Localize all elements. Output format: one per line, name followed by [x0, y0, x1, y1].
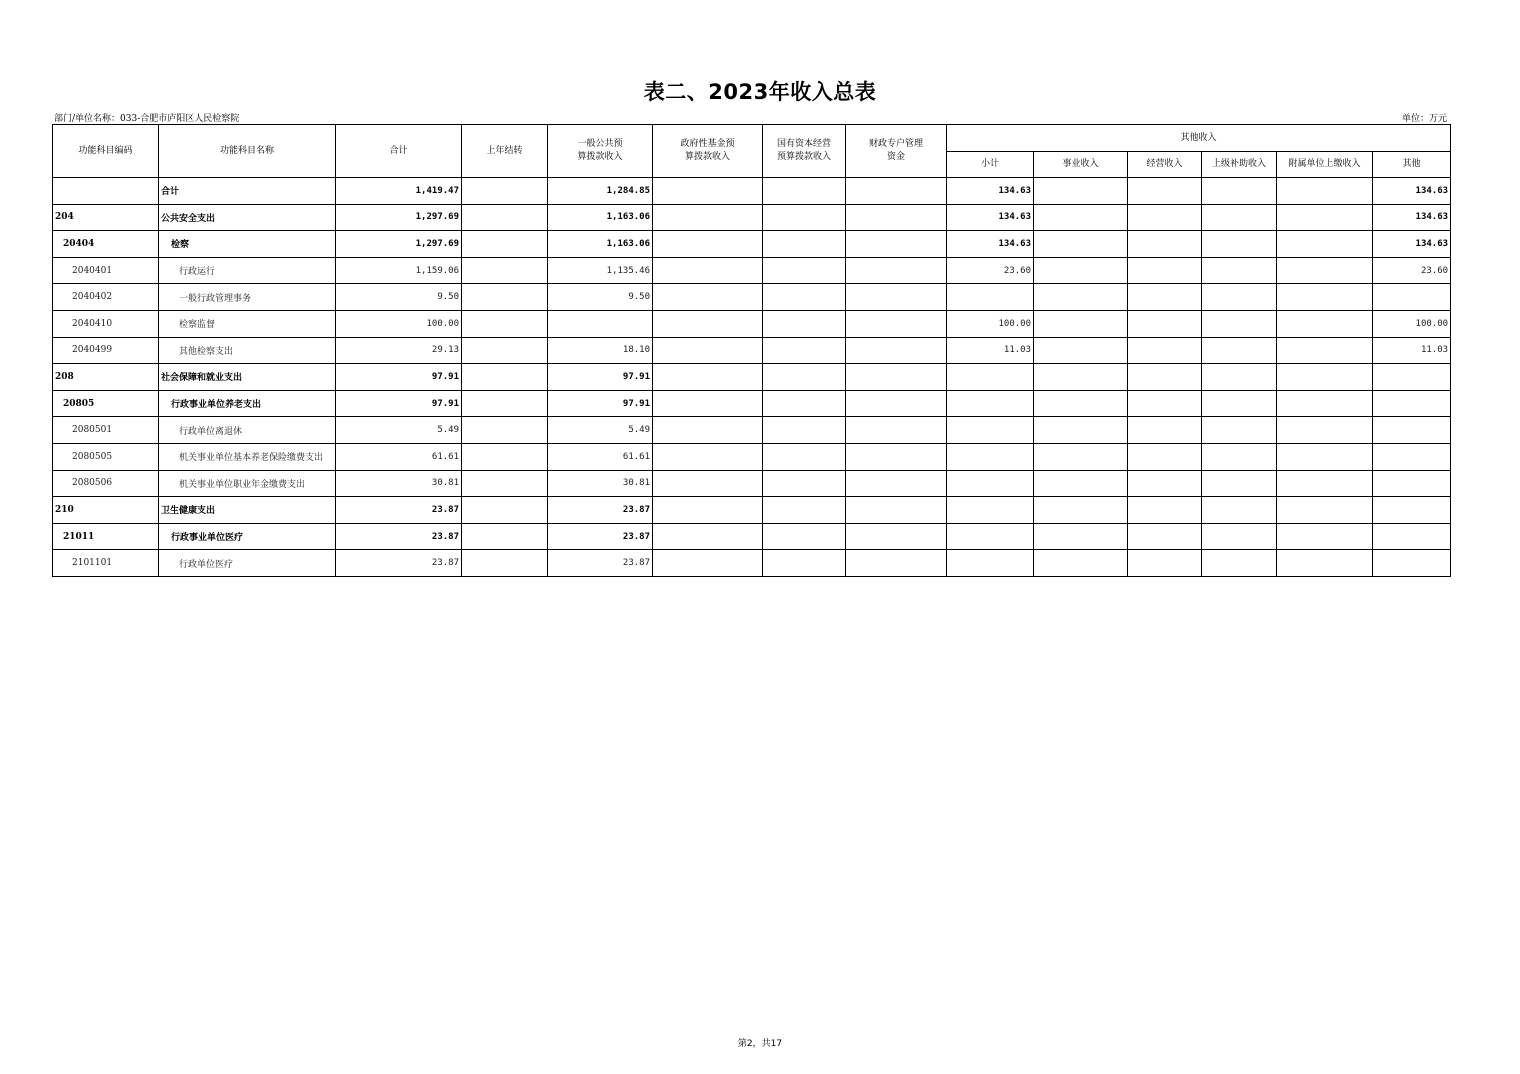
cell-business	[1034, 337, 1128, 364]
cell-operation	[1128, 310, 1202, 337]
cell-subsidy	[1202, 257, 1277, 284]
cell-operation	[1128, 257, 1202, 284]
header-general-budget: 一般公共预 算拨款收入	[548, 125, 653, 178]
cell-fiscal-special	[846, 337, 947, 364]
cell-state-capital	[763, 284, 846, 311]
cell-affiliate	[1277, 417, 1373, 444]
cell-subtotal	[947, 523, 1034, 550]
cell-general-budget: 1,284.85	[548, 178, 653, 205]
header-state-capital: 国有资本经营 预算拨款收入	[763, 125, 846, 178]
cell-operation	[1128, 178, 1202, 205]
cell-fiscal-special	[846, 310, 947, 337]
cell-state-capital	[763, 364, 846, 391]
cell-name: 行政单位离退休	[159, 417, 336, 444]
cell-subtotal	[947, 550, 1034, 577]
cell-subsidy	[1202, 523, 1277, 550]
table-row	[53, 310, 1451, 337]
cell-affiliate	[1277, 550, 1373, 577]
cell-name: 检察监督	[159, 310, 336, 337]
cell-gov-fund	[653, 417, 763, 444]
table-row	[53, 390, 1451, 417]
cell-other	[1373, 364, 1451, 391]
income-summary-table	[52, 124, 1451, 577]
cell-affiliate	[1277, 470, 1373, 497]
cell-state-capital	[763, 470, 846, 497]
cell-business	[1034, 284, 1128, 311]
cell-affiliate	[1277, 364, 1373, 391]
department-label: 部门/单位名称：033-合肥市庐阳区人民检察院	[54, 114, 240, 124]
cell-code: 20805	[53, 390, 159, 417]
cell-fiscal-special	[846, 443, 947, 470]
cell-general-budget: 23.87	[548, 550, 653, 577]
cell-affiliate	[1277, 443, 1373, 470]
cell-operation	[1128, 337, 1202, 364]
table-row	[53, 470, 1451, 497]
cell-general-budget	[548, 310, 653, 337]
cell-carryover	[462, 550, 548, 577]
cell-operation	[1128, 204, 1202, 231]
cell-state-capital	[763, 337, 846, 364]
cell-general-budget: 1,163.06	[548, 231, 653, 258]
cell-general-budget: 1,135.46	[548, 257, 653, 284]
cell-name: 行政单位医疗	[159, 550, 336, 577]
cell-state-capital	[763, 231, 846, 258]
cell-subtotal: 134.63	[947, 231, 1034, 258]
cell-subsidy	[1202, 497, 1277, 524]
cell-carryover	[462, 204, 548, 231]
cell-code	[53, 178, 159, 205]
cell-name: 检察	[159, 231, 336, 258]
header-name: 功能科目名称	[159, 125, 336, 178]
cell-carryover	[462, 310, 548, 337]
cell-name: 行政事业单位医疗	[159, 523, 336, 550]
cell-code: 2101101	[53, 550, 159, 577]
cell-state-capital	[763, 257, 846, 284]
cell-state-capital	[763, 550, 846, 577]
cell-affiliate	[1277, 497, 1373, 524]
cell-operation	[1128, 231, 1202, 258]
cell-name: 公共安全支出	[159, 204, 336, 231]
cell-business	[1034, 550, 1128, 577]
cell-carryover	[462, 257, 548, 284]
cell-affiliate	[1277, 284, 1373, 311]
cell-state-capital	[763, 443, 846, 470]
cell-general-budget: 97.91	[548, 390, 653, 417]
cell-carryover	[462, 284, 548, 311]
cell-business	[1034, 443, 1128, 470]
cell-name: 行政事业单位养老支出	[159, 390, 336, 417]
cell-subsidy	[1202, 470, 1277, 497]
cell-gov-fund	[653, 231, 763, 258]
cell-code: 2040499	[53, 337, 159, 364]
header-sub-affiliate: 附属单位上缴收入	[1277, 152, 1373, 178]
cell-business	[1034, 497, 1128, 524]
cell-business	[1034, 470, 1128, 497]
cell-subsidy	[1202, 310, 1277, 337]
table-row	[53, 284, 1451, 311]
cell-other	[1373, 417, 1451, 444]
cell-name: 行政运行	[159, 257, 336, 284]
cell-total: 29.13	[336, 337, 462, 364]
header-sub-subtotal: 小计	[947, 152, 1034, 178]
cell-carryover	[462, 178, 548, 205]
page-title: 表二、2023年收入总表	[643, 80, 877, 104]
cell-other	[1373, 470, 1451, 497]
cell-business	[1034, 390, 1128, 417]
cell-code: 2040402	[53, 284, 159, 311]
cell-operation	[1128, 390, 1202, 417]
header-row-main	[53, 125, 1451, 152]
header-sub-operation: 经营收入	[1128, 152, 1202, 178]
cell-affiliate	[1277, 257, 1373, 284]
cell-gov-fund	[653, 390, 763, 417]
cell-gov-fund	[653, 257, 763, 284]
cell-other	[1373, 443, 1451, 470]
cell-name: 机关事业单位职业年金缴费支出	[159, 470, 336, 497]
cell-fiscal-special	[846, 390, 947, 417]
cell-subsidy	[1202, 204, 1277, 231]
header-total: 合计	[336, 125, 462, 178]
cell-carryover	[462, 417, 548, 444]
cell-general-budget: 5.49	[548, 417, 653, 444]
cell-subtotal	[947, 417, 1034, 444]
table-row	[53, 231, 1451, 258]
header-carryover: 上年结转	[462, 125, 548, 178]
cell-other	[1373, 284, 1451, 311]
cell-total: 5.49	[336, 417, 462, 444]
cell-total: 97.91	[336, 390, 462, 417]
cell-other: 134.63	[1373, 231, 1451, 258]
cell-subtotal: 23.60	[947, 257, 1034, 284]
table-row	[53, 550, 1451, 577]
cell-subsidy	[1202, 390, 1277, 417]
cell-fiscal-special	[846, 204, 947, 231]
cell-subsidy	[1202, 550, 1277, 577]
header-fiscal-special: 财政专户管理 资金	[846, 125, 947, 178]
cell-affiliate	[1277, 337, 1373, 364]
cell-general-budget: 97.91	[548, 364, 653, 391]
cell-code: 2080506	[53, 470, 159, 497]
cell-code: 2080501	[53, 417, 159, 444]
cell-business	[1034, 364, 1128, 391]
cell-general-budget: 1,163.06	[548, 204, 653, 231]
cell-state-capital	[763, 523, 846, 550]
cell-operation	[1128, 550, 1202, 577]
cell-affiliate	[1277, 204, 1373, 231]
cell-other: 134.63	[1373, 204, 1451, 231]
cell-gov-fund	[653, 497, 763, 524]
cell-gov-fund	[653, 523, 763, 550]
cell-state-capital	[763, 178, 846, 205]
cell-total: 1,159.06	[336, 257, 462, 284]
cell-subsidy	[1202, 364, 1277, 391]
cell-name: 机关事业单位基本养老保险缴费支出	[159, 443, 336, 470]
cell-fiscal-special	[846, 470, 947, 497]
cell-total: 9.50	[336, 284, 462, 311]
cell-business	[1034, 178, 1128, 205]
cell-operation	[1128, 497, 1202, 524]
cell-other	[1373, 390, 1451, 417]
cell-code: 2040401	[53, 257, 159, 284]
cell-gov-fund	[653, 364, 763, 391]
cell-state-capital	[763, 390, 846, 417]
cell-affiliate	[1277, 178, 1373, 205]
cell-code: 2040410	[53, 310, 159, 337]
cell-subtotal	[947, 443, 1034, 470]
cell-total: 61.61	[336, 443, 462, 470]
cell-state-capital	[763, 204, 846, 231]
cell-gov-fund	[653, 443, 763, 470]
cell-name: 其他检察支出	[159, 337, 336, 364]
cell-carryover	[462, 337, 548, 364]
cell-operation	[1128, 443, 1202, 470]
cell-gov-fund	[653, 310, 763, 337]
cell-fiscal-special	[846, 284, 947, 311]
cell-business	[1034, 257, 1128, 284]
cell-total: 100.00	[336, 310, 462, 337]
table-row	[53, 204, 1451, 231]
cell-fiscal-special	[846, 523, 947, 550]
cell-business	[1034, 310, 1128, 337]
cell-subsidy	[1202, 178, 1277, 205]
cell-general-budget: 9.50	[548, 284, 653, 311]
cell-carryover	[462, 364, 548, 391]
header-gov-fund: 政府性基金预 算拨款收入	[653, 125, 763, 178]
cell-other	[1373, 497, 1451, 524]
cell-subtotal	[947, 497, 1034, 524]
table-row	[53, 443, 1451, 470]
cell-total: 23.87	[336, 550, 462, 577]
cell-fiscal-special	[846, 178, 947, 205]
cell-operation	[1128, 417, 1202, 444]
cell-affiliate	[1277, 231, 1373, 258]
cell-name: 合计	[159, 178, 336, 205]
cell-total: 23.87	[336, 523, 462, 550]
table-row	[53, 497, 1451, 524]
cell-state-capital	[763, 497, 846, 524]
cell-operation	[1128, 364, 1202, 391]
cell-subtotal	[947, 470, 1034, 497]
cell-carryover	[462, 390, 548, 417]
cell-name: 一般行政管理事务	[159, 284, 336, 311]
cell-carryover	[462, 443, 548, 470]
cell-gov-fund	[653, 470, 763, 497]
cell-code: 20404	[53, 231, 159, 258]
cell-carryover	[462, 231, 548, 258]
cell-business	[1034, 204, 1128, 231]
table-row	[53, 178, 1451, 205]
cell-state-capital	[763, 310, 846, 337]
cell-subtotal: 11.03	[947, 337, 1034, 364]
cell-gov-fund	[653, 284, 763, 311]
cell-subsidy	[1202, 284, 1277, 311]
header-sub-subsidy: 上级补助收入	[1202, 152, 1277, 178]
cell-subtotal	[947, 284, 1034, 311]
cell-subtotal	[947, 390, 1034, 417]
header-code: 功能科目编码	[53, 125, 159, 178]
cell-gov-fund	[653, 204, 763, 231]
cell-other	[1373, 550, 1451, 577]
cell-general-budget: 23.87	[548, 523, 653, 550]
cell-general-budget: 18.10	[548, 337, 653, 364]
cell-fiscal-special	[846, 417, 947, 444]
cell-gov-fund	[653, 178, 763, 205]
cell-business	[1034, 231, 1128, 258]
unit-label: 单位：万元	[1401, 114, 1447, 124]
cell-affiliate	[1277, 310, 1373, 337]
cell-business	[1034, 523, 1128, 550]
cell-general-budget: 30.81	[548, 470, 653, 497]
cell-code: 210	[53, 497, 159, 524]
cell-gov-fund	[653, 337, 763, 364]
cell-operation	[1128, 284, 1202, 311]
table-row	[53, 364, 1451, 391]
cell-total: 1,419.47	[336, 178, 462, 205]
table-row	[53, 523, 1451, 550]
cell-total: 30.81	[336, 470, 462, 497]
cell-subtotal: 134.63	[947, 204, 1034, 231]
cell-operation	[1128, 523, 1202, 550]
cell-fiscal-special	[846, 231, 947, 258]
cell-subsidy	[1202, 417, 1277, 444]
cell-carryover	[462, 470, 548, 497]
cell-total: 23.87	[336, 497, 462, 524]
header-sub-business: 事业收入	[1034, 152, 1128, 178]
cell-name: 社会保障和就业支出	[159, 364, 336, 391]
cell-affiliate	[1277, 523, 1373, 550]
cell-state-capital	[763, 417, 846, 444]
cell-subsidy	[1202, 443, 1277, 470]
cell-total: 1,297.69	[336, 231, 462, 258]
cell-business	[1034, 417, 1128, 444]
cell-carryover	[462, 497, 548, 524]
cell-subsidy	[1202, 337, 1277, 364]
cell-other: 11.03	[1373, 337, 1451, 364]
cell-total: 1,297.69	[336, 204, 462, 231]
cell-affiliate	[1277, 390, 1373, 417]
cell-gov-fund	[653, 550, 763, 577]
table-row	[53, 337, 1451, 364]
header-other-income: 其他收入	[947, 125, 1451, 152]
cell-operation	[1128, 470, 1202, 497]
header-sub-other: 其他	[1373, 152, 1451, 178]
cell-name: 卫生健康支出	[159, 497, 336, 524]
cell-fiscal-special	[846, 364, 947, 391]
cell-other	[1373, 523, 1451, 550]
table-row	[53, 257, 1451, 284]
cell-general-budget: 23.87	[548, 497, 653, 524]
cell-subsidy	[1202, 231, 1277, 258]
cell-other: 100.00	[1373, 310, 1451, 337]
cell-carryover	[462, 523, 548, 550]
cell-code: 21011	[53, 523, 159, 550]
cell-subtotal	[947, 364, 1034, 391]
cell-fiscal-special	[846, 257, 947, 284]
page-footer: 第2，共17	[737, 1039, 783, 1049]
cell-subtotal: 100.00	[947, 310, 1034, 337]
cell-general-budget: 61.61	[548, 443, 653, 470]
cell-other: 23.60	[1373, 257, 1451, 284]
cell-code: 204	[53, 204, 159, 231]
cell-other: 134.63	[1373, 178, 1451, 205]
cell-code: 208	[53, 364, 159, 391]
cell-fiscal-special	[846, 497, 947, 524]
cell-subtotal: 134.63	[947, 178, 1034, 205]
cell-code: 2080505	[53, 443, 159, 470]
table-row	[53, 417, 1451, 444]
cell-fiscal-special	[846, 550, 947, 577]
cell-total: 97.91	[336, 364, 462, 391]
